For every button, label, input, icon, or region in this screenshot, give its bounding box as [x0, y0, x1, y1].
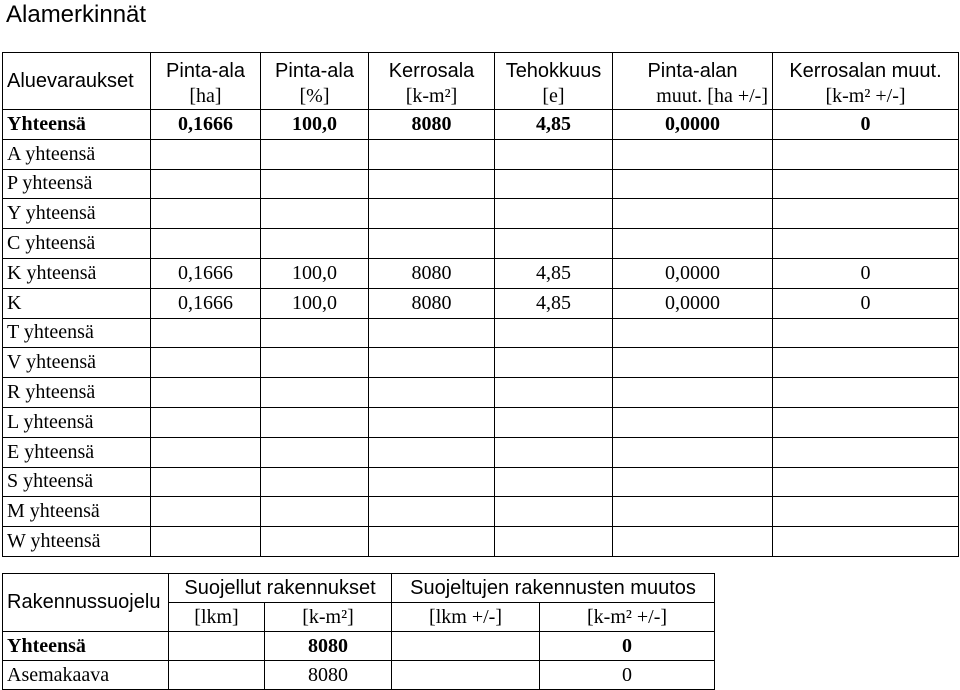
row-label: M yhteensä — [3, 497, 151, 527]
table-cell — [261, 318, 369, 348]
table-cell — [151, 437, 261, 467]
table-row — [3, 497, 959, 527]
table-cell — [151, 169, 261, 199]
table-cell — [261, 199, 369, 229]
table-cell: 8080 — [265, 661, 392, 690]
table-cell — [773, 318, 959, 348]
table-cell — [151, 407, 261, 437]
table-cell — [261, 378, 369, 408]
table-row — [3, 169, 959, 199]
column-header: [lkm] — [169, 603, 265, 632]
column-header-unit: [ha] — [189, 85, 222, 107]
row-label: S yhteensä — [3, 467, 151, 497]
table-cell — [392, 632, 540, 661]
row-label: Asemakaava — [3, 661, 169, 690]
row-label: C yhteensä — [3, 229, 151, 259]
row-label: A yhteensä — [3, 139, 151, 169]
building-protection-table — [2, 573, 715, 690]
table-cell: 0,1666 — [151, 288, 261, 318]
table-cell — [261, 139, 369, 169]
header-row — [3, 53, 959, 110]
column-header-unit: muut. [ha +/-] — [656, 85, 768, 107]
row-label: L yhteensä — [3, 407, 151, 437]
table-cell — [151, 467, 261, 497]
table-cell: 4,85 — [495, 110, 613, 140]
table-cell — [613, 199, 773, 229]
table-cell — [369, 199, 495, 229]
table-cell: 0 — [773, 258, 959, 288]
table-cell — [613, 348, 773, 378]
table-cell — [369, 139, 495, 169]
row-label: Yhteensä — [3, 632, 169, 661]
table-cell — [495, 378, 613, 408]
table-cell — [773, 229, 959, 259]
table-cell — [495, 229, 613, 259]
table-cell — [613, 467, 773, 497]
table-cell — [169, 661, 265, 690]
group-header: Suojellut rakennukset — [169, 574, 392, 603]
row-label: K yhteensä — [3, 258, 151, 288]
table-cell — [151, 318, 261, 348]
column-header — [773, 53, 959, 110]
table-cell — [613, 527, 773, 557]
table-cell — [369, 467, 495, 497]
table-row — [3, 437, 959, 467]
table-cell — [613, 229, 773, 259]
table-cell: 100,0 — [261, 110, 369, 140]
table-cell — [495, 348, 613, 378]
column-header: [k-m²] — [265, 603, 392, 632]
table-cell — [151, 229, 261, 259]
table-cell — [261, 527, 369, 557]
table-row — [3, 199, 959, 229]
table-cell — [369, 497, 495, 527]
table-cell — [773, 348, 959, 378]
table-cell: 0 — [540, 661, 715, 690]
table-cell — [261, 497, 369, 527]
table-row — [3, 110, 959, 140]
column-header-title: Pinta-alan — [647, 60, 738, 82]
row-label: W yhteensä — [3, 527, 151, 557]
table-row — [3, 661, 715, 690]
table-cell: 0 — [773, 288, 959, 318]
table-cell — [773, 527, 959, 557]
row-label: E yhteensä — [3, 437, 151, 467]
row-label: R yhteensä — [3, 378, 151, 408]
table-cell — [773, 407, 959, 437]
column-header-title: Pinta-ala — [166, 60, 245, 82]
table-cell — [773, 497, 959, 527]
table-cell — [613, 318, 773, 348]
table-cell: 0,0000 — [613, 258, 773, 288]
column-header — [369, 53, 495, 110]
table-row — [3, 348, 959, 378]
table-row — [3, 632, 715, 661]
table-cell — [613, 169, 773, 199]
table-cell — [151, 497, 261, 527]
table-cell: 8080 — [369, 258, 495, 288]
table-cell — [369, 169, 495, 199]
table-cell — [773, 378, 959, 408]
table-row — [3, 229, 959, 259]
column-header-unit: [e] — [542, 85, 565, 107]
table-cell: 8080 — [265, 632, 392, 661]
table-row — [3, 258, 959, 288]
column-header-title: Kerrosalan muut. — [789, 60, 942, 82]
table-cell — [151, 348, 261, 378]
table-cell — [773, 467, 959, 497]
table-cell — [495, 318, 613, 348]
header-row — [3, 574, 715, 603]
table-cell — [369, 318, 495, 348]
column-header — [495, 53, 613, 110]
table-cell — [369, 348, 495, 378]
table-cell — [613, 139, 773, 169]
column-header-unit: [%] — [299, 85, 330, 107]
table-cell — [261, 348, 369, 378]
table-row — [3, 288, 959, 318]
table-cell — [495, 199, 613, 229]
table-cell: 4,85 — [495, 288, 613, 318]
table-cell — [773, 139, 959, 169]
table-cell — [151, 527, 261, 557]
table-cell — [151, 378, 261, 408]
table-row — [3, 467, 959, 497]
column-header-title: Pinta-ala — [275, 60, 354, 82]
table-cell — [773, 437, 959, 467]
table-cell — [369, 527, 495, 557]
table-cell — [261, 467, 369, 497]
column-header: Aluevaraukset — [3, 53, 151, 110]
table-cell — [613, 378, 773, 408]
table-cell — [369, 407, 495, 437]
column-header: [lkm +/-] — [392, 603, 540, 632]
table-cell: 8080 — [369, 110, 495, 140]
table-cell — [613, 437, 773, 467]
column-header-title: Kerrosala — [388, 60, 475, 82]
group-header: Suojeltujen rakennusten muutos — [392, 574, 715, 603]
table-cell — [261, 407, 369, 437]
table-cell — [261, 229, 369, 259]
column-header: [k-m² +/-] — [540, 603, 715, 632]
table-cell — [369, 437, 495, 467]
table-row — [3, 318, 959, 348]
table-cell — [369, 378, 495, 408]
table-row — [3, 527, 959, 557]
table-cell: 0,1666 — [151, 258, 261, 288]
table-cell — [151, 139, 261, 169]
table-cell: 0 — [540, 632, 715, 661]
table-cell — [495, 139, 613, 169]
page-title: Alamerkinnät — [6, 1, 147, 28]
table-cell — [495, 169, 613, 199]
table-cell: 0,0000 — [613, 110, 773, 140]
table-row — [3, 378, 959, 408]
table-cell: 0,0000 — [613, 288, 773, 318]
table-cell — [495, 407, 613, 437]
row-label: Y yhteensä — [3, 199, 151, 229]
table-cell — [261, 169, 369, 199]
table-cell — [169, 632, 265, 661]
table-row — [3, 407, 959, 437]
table-cell — [495, 437, 613, 467]
row-label: Yhteensä — [3, 110, 151, 140]
column-header — [613, 53, 773, 110]
row-label: P yhteensä — [3, 169, 151, 199]
table-cell: 100,0 — [261, 288, 369, 318]
table-cell: 100,0 — [261, 258, 369, 288]
table-cell — [495, 497, 613, 527]
table-cell — [495, 527, 613, 557]
table-cell: 8080 — [369, 288, 495, 318]
table-cell: 0 — [773, 110, 959, 140]
column-header-unit: [k-m² +/-] — [825, 85, 906, 107]
table-cell: 4,85 — [495, 258, 613, 288]
land-use-table — [2, 52, 959, 557]
column-header-unit: [k-m²] — [405, 85, 458, 107]
table-cell — [392, 661, 540, 690]
table-cell — [613, 497, 773, 527]
column-header — [151, 53, 261, 110]
column-header-title: Tehokkuus — [505, 60, 602, 82]
table-cell — [369, 229, 495, 259]
row-label: V yhteensä — [3, 348, 151, 378]
table-cell — [151, 199, 261, 229]
row-label: K — [3, 288, 151, 318]
table-row — [3, 139, 959, 169]
table-cell — [613, 407, 773, 437]
row-label: T yhteensä — [3, 318, 151, 348]
row-header: Rakennussuojelu — [3, 574, 169, 632]
table-cell — [773, 199, 959, 229]
table-cell — [773, 169, 959, 199]
table-cell — [261, 437, 369, 467]
table-cell: 0,1666 — [151, 110, 261, 140]
column-header — [261, 53, 369, 110]
table-cell — [495, 467, 613, 497]
